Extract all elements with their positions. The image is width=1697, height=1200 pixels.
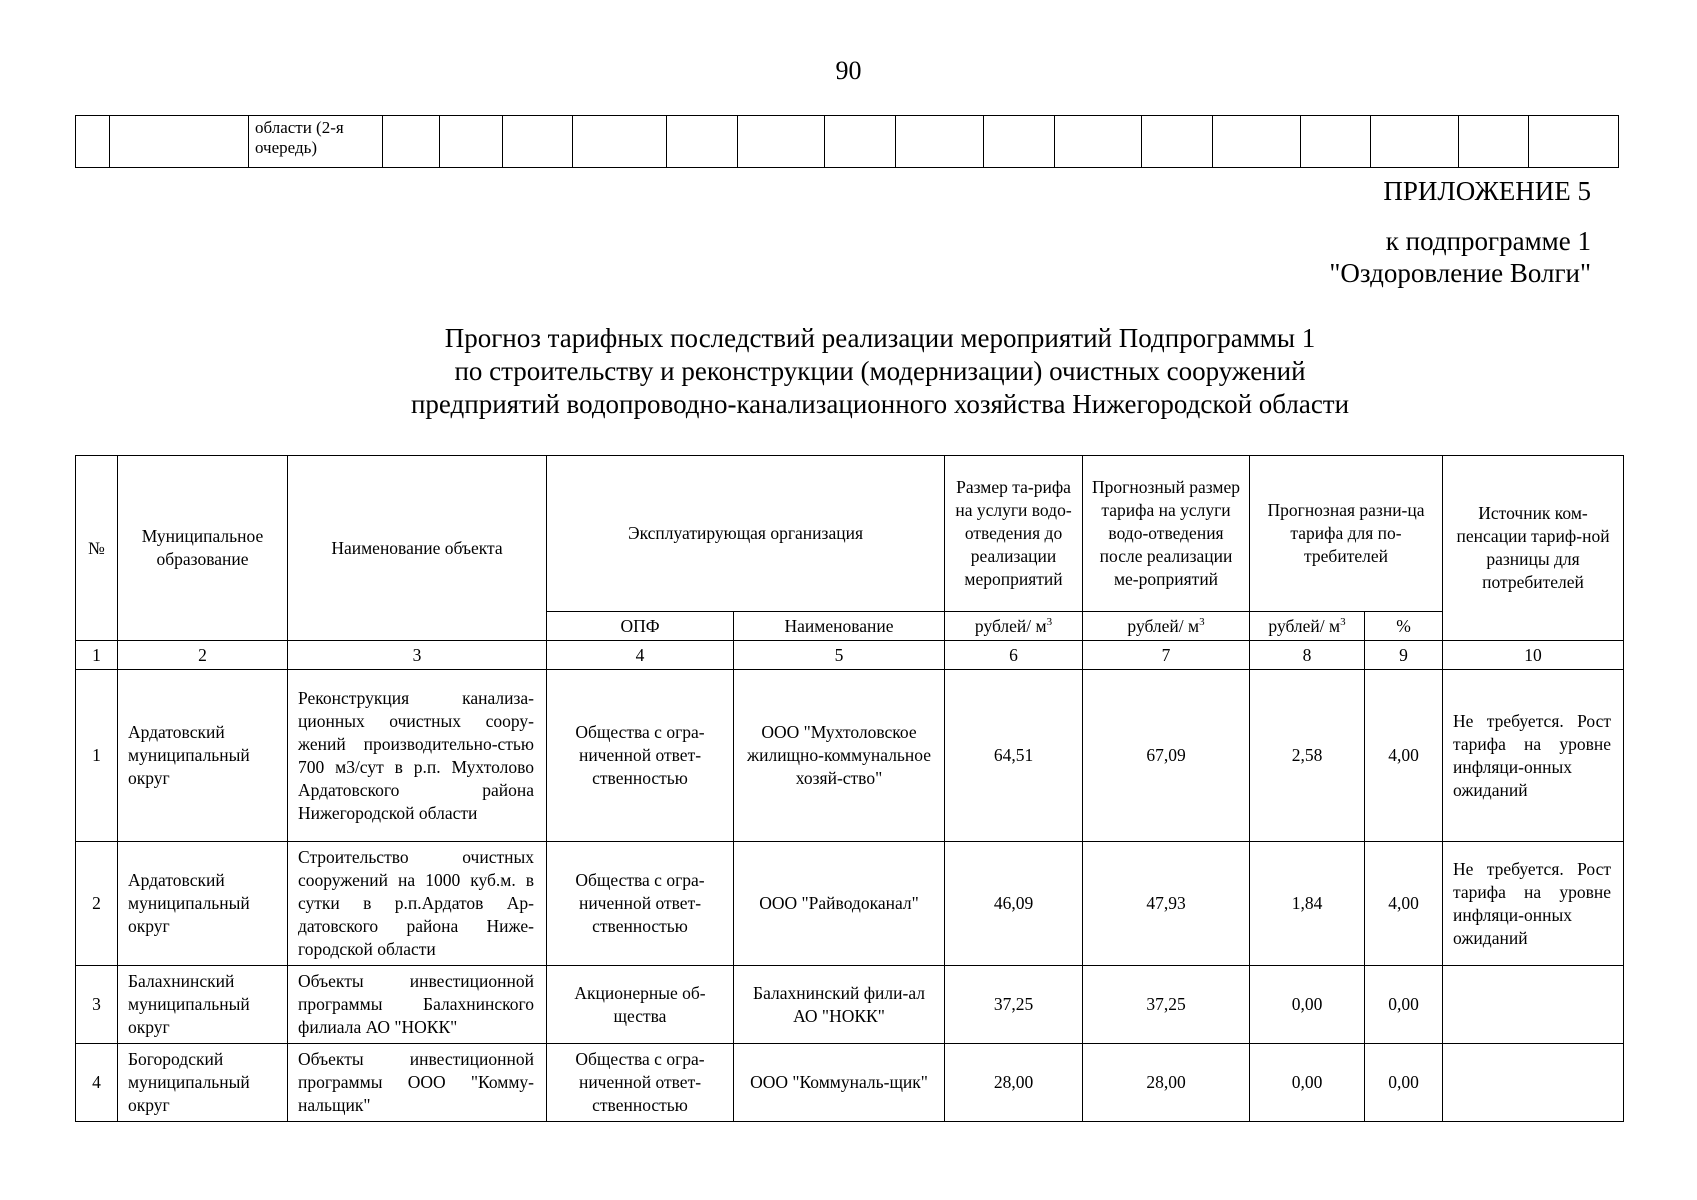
cell-object: Реконструкция канализа-ционных очистных соору-жений производительно-стью 700 м3/сут в р.п. Мухтолово Ардатовского района Нижегородской области xyxy=(288,670,547,842)
cell-municipality: Ардатовский муниципальный округ xyxy=(118,842,288,966)
table-row xyxy=(76,1044,1624,1122)
unit-label: рублей/ м xyxy=(974,615,1047,636)
document-title-line: по строительству и реконструкции (модернизации) очистных сооружений xyxy=(454,356,1306,386)
table-row xyxy=(76,842,1624,966)
column-number: 7 xyxy=(1083,641,1250,670)
unit-label: рублей/ м xyxy=(1127,615,1200,636)
cell-object: Объекты инвестиционной программы Балахнинского филиала АО "НОКК" xyxy=(288,966,547,1044)
document-title-line: предприятий водопроводно-канализационного хозяйства Нижегородской области xyxy=(410,389,1350,419)
table-row xyxy=(76,966,1624,1044)
cell-tariff-after: 28,00 xyxy=(1083,1044,1250,1122)
cell-diff-pct: 0,00 xyxy=(1365,1044,1443,1122)
cell-source xyxy=(1443,1044,1624,1122)
column-number: 9 xyxy=(1365,641,1443,670)
header-unit: рублей/ $м^3$ xyxy=(945,612,1083,641)
cell-org-name: Балахнинский фили-ал АО "НОКК" xyxy=(734,966,945,1044)
cell-municipality: Балахнинский муниципальный округ xyxy=(118,966,288,1044)
table-row xyxy=(76,116,1619,168)
document-title xyxy=(0,322,1697,421)
cell-diff-pct: 4,00 xyxy=(1365,670,1443,842)
cell-municipality: Богородский муниципальный округ xyxy=(118,1044,288,1122)
cell-diff-rub: 1,84 xyxy=(1250,842,1365,966)
cell-diff-pct: 4,00 xyxy=(1365,842,1443,966)
cell-tariff-before: 37,25 xyxy=(945,966,1083,1044)
cell-num: 3 xyxy=(76,966,118,1044)
header-operator: Эксплуатирующая организация xyxy=(547,456,945,612)
column-number: 4 xyxy=(547,641,734,670)
column-number: 1 xyxy=(76,641,118,670)
cell-municipality: Ардатовский муниципальный округ xyxy=(118,670,288,842)
header-object: Наименование объекта xyxy=(288,456,547,641)
cell-diff-pct: 0,00 xyxy=(1365,966,1443,1044)
cell-opf: Акционерные об-щества xyxy=(547,966,734,1044)
cell-source xyxy=(1443,966,1624,1044)
header-tariff-after: Прогнозный размер тарифа на услуги водо-отведения после реализации ме-роприятий xyxy=(1083,456,1250,612)
cell-source: Не требуется. Рост тарифа на уровне инфляци-онных ожиданий xyxy=(1443,670,1624,842)
document-title-line: Прогноз тарифных последствий реализации мероприятий Подпрограммы 1 xyxy=(444,323,1316,353)
cell-num: 4 xyxy=(76,1044,118,1122)
cell-tariff-after: 47,93 xyxy=(1083,842,1250,966)
appendix-subtitle xyxy=(1329,225,1591,289)
cell-tariff-before: 64,51 xyxy=(945,670,1083,842)
table-header-row xyxy=(76,456,1624,612)
previous-table-fragment xyxy=(75,115,1619,168)
tariff-forecast-table xyxy=(75,455,1624,1122)
cell-diff-rub: 0,00 xyxy=(1250,966,1365,1044)
column-number: 5 xyxy=(734,641,945,670)
cell-opf: Общества с огра-ниченной ответ-ственностью xyxy=(547,670,734,842)
table-row xyxy=(76,670,1624,842)
unit-label: рублей/ м xyxy=(1268,615,1341,636)
cell-tariff-before: 46,09 xyxy=(945,842,1083,966)
cell-diff-rub: 2,58 xyxy=(1250,670,1365,842)
column-number: 2 xyxy=(118,641,288,670)
cell-object: Строительство очистных сооружений на 1000 куб.м. в сутки в р.п.Ардатов Ар-датовского района Ниже-городской области xyxy=(288,842,547,966)
cell-source: Не требуется. Рост тарифа на уровне инфляци-онных ожиданий xyxy=(1443,842,1624,966)
appendix-subtitle-line: к подпрограмме 1 xyxy=(1385,226,1591,256)
column-number: 10 xyxy=(1443,641,1624,670)
column-number-row xyxy=(76,641,1624,670)
cell-tariff-after: 37,25 xyxy=(1083,966,1250,1044)
cell-tariff-before: 28,00 xyxy=(945,1044,1083,1122)
cell-org-name: ООО "Коммуналь-щик" xyxy=(734,1044,945,1122)
page-number: 90 xyxy=(835,56,862,85)
cell-num: 1 xyxy=(76,670,118,842)
cell-tariff-after: 67,09 xyxy=(1083,670,1250,842)
cell-object: Объекты инвестиционной программы ООО "Комму-нальщик" xyxy=(288,1044,547,1122)
column-number: 3 xyxy=(288,641,547,670)
column-number: 8 xyxy=(1250,641,1365,670)
appendix-subtitle-line: "Оздоровление Волги" xyxy=(1329,258,1591,288)
header-tariff-before: Размер та-рифа на услуги водо-отведения до реализации мероприятий xyxy=(945,456,1083,612)
header-municipality: Муниципальное образование xyxy=(118,456,288,641)
cell-org-name: ООО "Райводоканал" xyxy=(734,842,945,966)
cell-opf: Общества с огра-ниченной ответ-ственностью xyxy=(547,842,734,966)
header-unit: рублей/ $м^3$ xyxy=(1250,612,1365,641)
header-unit: рублей/ $м^3$ xyxy=(1083,612,1250,641)
table-cell: области (2-я очередь) xyxy=(248,116,382,168)
header-num: № xyxy=(76,456,118,641)
cell-opf: Общества с огра-ниченной ответ-ственностью xyxy=(547,1044,734,1122)
cell-num: 2 xyxy=(76,842,118,966)
cell-org-name: ООО "Мухтоловское жилищно-коммунальное хозяй-ство" xyxy=(734,670,945,842)
header-source: Источник ком-пенсации тариф-ной разницы для потребителей xyxy=(1443,456,1624,641)
header-unit-percent: % xyxy=(1365,612,1443,641)
header-opf: ОПФ xyxy=(547,612,734,641)
column-number: 6 xyxy=(945,641,1083,670)
appendix-title: ПРИЛОЖЕНИЕ 5 xyxy=(1383,176,1591,206)
header-difference: Прогнозная разни-ца тарифа для по-требителей xyxy=(1250,456,1443,612)
header-org-name: Наименование xyxy=(734,612,945,641)
cell-diff-rub: 0,00 xyxy=(1250,1044,1365,1122)
